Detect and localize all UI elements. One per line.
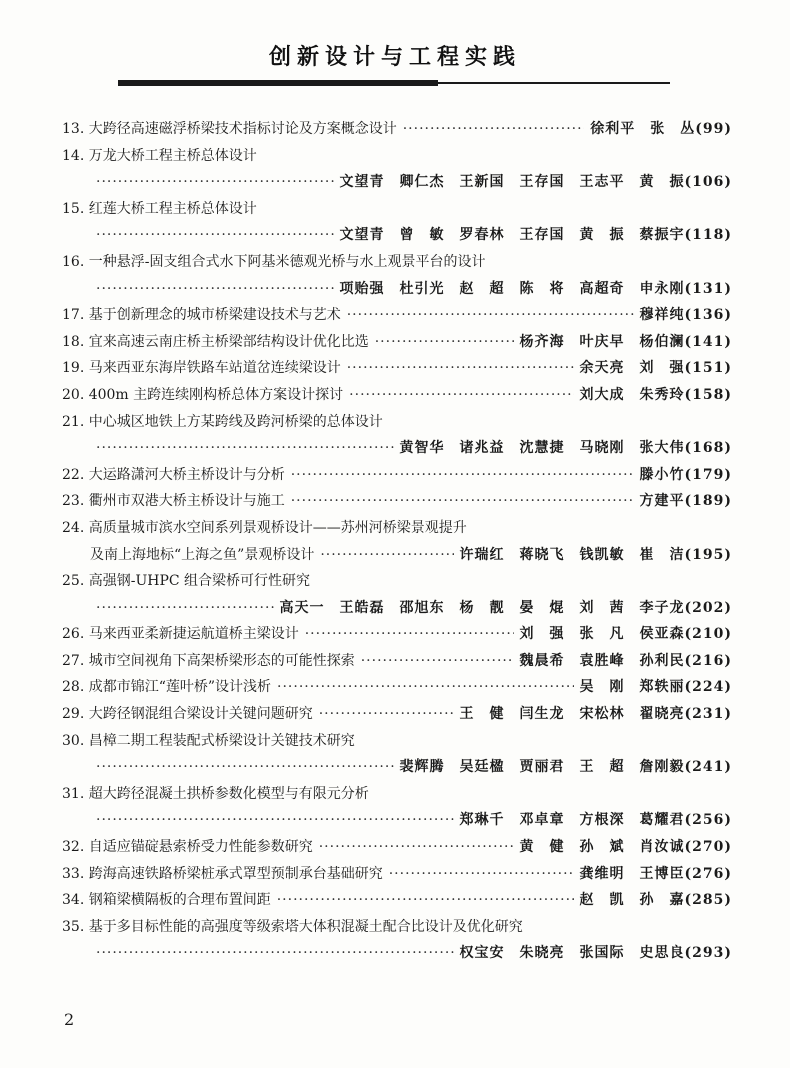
dot-leader [305,621,514,648]
dot-leader [96,222,334,249]
entry-authors: 滕小竹(179) [639,466,732,483]
toc-entry [62,621,732,648]
toc-entry-continuation [62,940,732,967]
toc-entry [62,781,732,808]
entry-authors: 许瑞红 蒋晓飞 钱凯敏 崔 洁(195) [459,546,732,563]
entry-authors: 龚维明 王博臣(276) [579,865,732,882]
toc-entry-continuation [62,222,732,249]
entry-title: 34. 钢箱梁横隔板的合理布置间距 [62,892,271,909]
toc-entry [62,196,732,223]
entry-authors: 刘 强 张 凡 侯亚森(210) [519,626,732,643]
toc-entry [62,355,732,382]
entry-authors: 黄 健 孙 斌 肖汝诚(270) [519,839,732,856]
entry-authors: 郑琳千 邓卓章 方根深 葛耀君(256) [459,812,732,829]
toc-entry [62,887,732,914]
entry-authors: 高天一 王皓磊 邵旭东 杨 靓 晏 焜 刘 茜 李子龙(202) [279,599,732,616]
toc-entry-continuation [62,754,732,781]
entry-title: 26. 马来西亚柔新捷运航道桥主梁设计 [62,626,299,643]
toc-entry [62,515,732,542]
toc-entry [62,462,732,489]
toc-entry [62,116,732,143]
entry-authors: 余天亮 刘 强(151) [579,360,732,377]
entry-title: 32. 自适应锚碇悬索桥受力性能参数研究 [62,839,313,856]
toc-entry [62,249,732,276]
entry-title: 13. 大跨径高速磁浮桥梁技术指标讨论及方案概念设计 [62,121,397,137]
toc-entry-continuation [62,542,732,569]
entry-authors: 权宝安 朱晓亮 张国际 史思良(293) [459,945,732,962]
entry-title: 18. 宜来高速云南庄桥主桥梁部结构设计优化比选 [62,333,369,350]
entry-authors: 文望青 曾 敏 罗春林 王存国 黄 振 蔡振宇(118) [339,227,732,244]
dot-leader [277,674,573,701]
entry-title: 21. 中心城区地铁上方某跨线及跨河桥梁的总体设计 [62,413,383,430]
toc-entry [62,674,732,701]
entry-title: 33. 跨海高速铁路桥梁桩承式罩型预制承台基础研究 [62,865,383,882]
dot-leader [375,329,514,356]
dot-leader [319,701,454,728]
toc-entry [62,728,732,755]
dot-leader [96,940,454,967]
entry-title: 14. 万龙大桥工程主桥总体设计 [62,147,257,164]
entry-authors: 赵 凯 孙 嘉(285) [579,892,732,909]
toc-entry [62,488,732,515]
toc-entry-continuation [62,169,732,196]
header-rule-thin [438,82,670,84]
toc-entry [62,701,732,728]
dot-leader [96,276,334,303]
dot-leader [347,302,634,329]
toc-entry-continuation [62,276,732,303]
header-rule-thick [118,80,438,86]
entry-authors: 穆祥纯(136) [639,307,732,324]
entry-authors: 裴辉腾 吴廷楹 贾丽君 王 超 詹刚毅(241) [399,759,732,776]
entry-title: 15. 红莲大桥工程主桥总体设计 [62,200,257,217]
toc-entry-continuation [62,435,732,462]
entry-authors: 项贻强 杜引光 赵 超 陈 将 高超奇 申永刚(131) [339,280,732,297]
toc-entry-continuation [62,595,732,622]
entry-authors: 徐利平 张 丛(99) [590,121,732,137]
dot-leader [96,435,394,462]
entry-title: 17. 基于创新理念的城市桥梁建设技术与艺术 [62,307,341,324]
entry-authors: 魏晨希 袁胜峰 孙利民(216) [519,652,732,669]
entry-title: 35. 基于多目标性能的高强度等级索塔大体积混凝土配合比设计及优化研究 [62,918,523,935]
toc-entry [62,409,732,436]
entry-authors: 杨齐海 叶庆早 杨伯澜(141) [519,333,732,350]
dot-leader [347,355,574,382]
dot-leader [349,382,573,409]
dot-leader [277,887,574,914]
toc-entry [62,914,732,941]
dot-leader [389,861,574,888]
toc-entry [62,382,732,409]
entry-title: 28. 成都市锦江“莲叶桥”设计浅析 [62,679,272,696]
dot-leader [96,169,334,196]
dot-leader [96,754,394,781]
entry-title: 31. 超大跨径混凝土拱桥参数化模型与有限元分析 [62,785,369,802]
entry-authors: 方建平(189) [639,493,732,510]
entry-title: 29. 大跨径钢混组合梁设计关键问题研究 [62,706,313,723]
entry-title: 16. 一种悬浮-固支组合式水下阿基米德观光桥与水上观景平台的设计 [62,253,486,270]
dot-leader [96,595,274,622]
entry-title: 22. 大运路潇河大桥主桥设计与分析 [62,466,285,483]
page-number: 2 [64,1010,75,1029]
entry-title: 24. 高质量城市滨水空间系列景观桥设计——苏州河桥梁景观提升 [62,519,467,536]
entry-authors: 文望青 卿仁杰 王新国 王存国 王志平 黄 振(106) [339,174,732,191]
entry-authors: 刘大成 朱秀玲(158) [579,386,732,403]
dot-leader [320,542,453,569]
entry-title: 19. 马来西亚东海岸铁路车站道岔连续梁设计 [62,360,341,377]
table-of-contents [62,116,732,967]
toc-entry [62,143,732,170]
entry-title: 20. 400m 主跨连续刚构桥总体方案设计探讨 [62,386,344,403]
toc-entry [62,648,732,675]
entry-title: 23. 衢州市双港大桥主桥设计与施工 [62,493,285,510]
entry-authors: 黄智华 诸兆益 沈慧捷 马晓刚 张大伟(168) [399,440,732,457]
dot-leader [361,648,514,675]
dot-leader [291,462,634,489]
section-title: 创新设计与工程实践 [268,44,521,70]
running-header [0,40,790,71]
dot-leader [291,488,634,515]
entry-title: 27. 城市空间视角下高架桥梁形态的可能性探索 [62,652,355,669]
toc-entry-continuation [62,807,732,834]
dot-leader [403,116,585,143]
entry-authors: 吴 刚 郑轶丽(224) [579,679,732,696]
toc-entry [62,329,732,356]
toc-entry [62,861,732,888]
entry-title: 25. 高强钢-UHPC 组合梁桥可行性研究 [62,573,311,590]
toc-entry [62,568,732,595]
entry-title-continuation: 及南上海地标“上海之鱼”景观桥设计 [90,546,315,563]
toc-entry [62,834,732,861]
toc-entry [62,302,732,329]
dot-leader [96,807,454,834]
entry-authors: 王 健 闫生龙 宋松林 翟晓亮(231) [459,706,732,723]
dot-leader [319,834,514,861]
entry-title: 30. 昌樟二期工程装配式桥梁设计关键技术研究 [62,732,355,749]
